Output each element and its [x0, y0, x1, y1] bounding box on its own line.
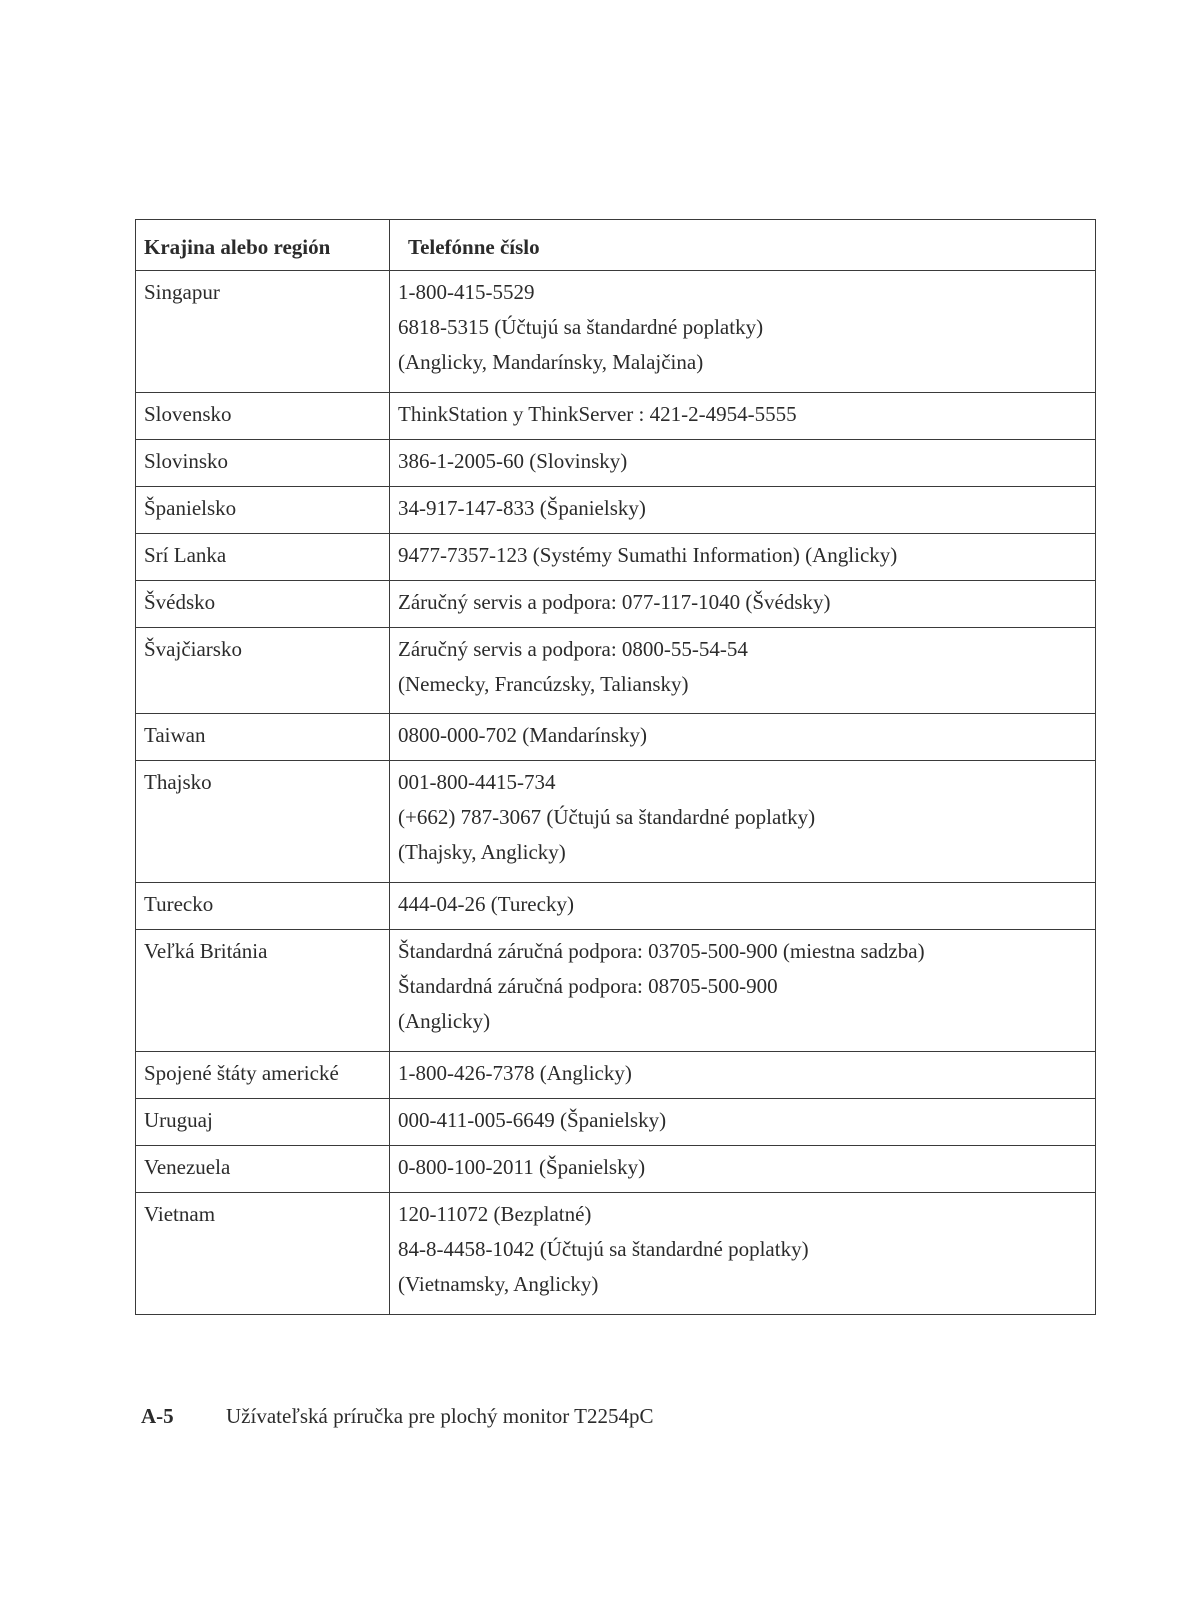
country-cell: [136, 581, 390, 628]
phone-line: (Anglicky, Mandarínsky, Malajčina): [398, 350, 704, 374]
country-name: Švédsko: [144, 590, 216, 614]
phone-line: (+662) 787-3067 (Účtujú sa štandardné poplatky): [398, 805, 816, 829]
table-row: [136, 714, 1096, 761]
country-name: Spojené štáty americké: [144, 1061, 339, 1085]
country-name: Slovinsko: [144, 449, 229, 473]
country-name: Vietnam: [144, 1202, 216, 1226]
phone-line: 6818-5315 (Účtujú sa štandardné poplatky): [398, 315, 764, 339]
phone-cell: [390, 628, 1096, 714]
phone-line: 000-411-005-6649 (Španielsky): [398, 1108, 667, 1132]
phone-line: 001-800-4415-734: [398, 770, 556, 794]
phone-line: 0800-000-702 (Mandarínsky): [398, 723, 648, 747]
country-cell: [136, 487, 390, 534]
country-cell: [136, 393, 390, 440]
country-name: Srí Lanka: [144, 543, 227, 567]
phone-cell: [390, 581, 1096, 628]
country-name: Venezuela: [144, 1155, 231, 1179]
country-cell: [136, 440, 390, 487]
phone-cell: [390, 930, 1096, 1052]
country-cell: [136, 271, 390, 393]
table-row: [136, 761, 1096, 883]
phone-line: Záručný servis a podpora: 077-117-1040 (Švédsky): [398, 590, 831, 614]
phone-line: (Thajsky, Anglicky): [398, 840, 566, 864]
table-row: [136, 487, 1096, 534]
country-name: Slovensko: [144, 402, 232, 426]
phone-cell: [390, 487, 1096, 534]
table-row: [136, 440, 1096, 487]
page-number: A-5: [141, 1404, 174, 1428]
country-name: Taiwan: [144, 723, 206, 747]
phone-cell: [390, 883, 1096, 930]
phone-line: 9477-7357-123 (Systémy Sumathi Information) (Anglicky): [398, 543, 898, 567]
table-row: [136, 1052, 1096, 1099]
page-footer: [141, 1404, 653, 1429]
country-name: Singapur: [144, 280, 220, 304]
phone-line: 34-917-147-833 (Španielsky): [398, 496, 646, 520]
country-cell: [136, 714, 390, 761]
phone-line: Štandardná záručná podpora: 08705-500-900: [398, 974, 778, 998]
phone-cell: [390, 1052, 1096, 1099]
phone-cell: [390, 534, 1096, 581]
country-cell: [136, 534, 390, 581]
phone-line: 84-8-4458-1042 (Účtujú sa štandardné poplatky): [398, 1237, 809, 1261]
table-row: [136, 883, 1096, 930]
country-cell: [136, 1099, 390, 1146]
phone-line: Záručný servis a podpora: 0800-55-54-54: [398, 637, 748, 661]
country-name: Švajčiarsko: [144, 637, 242, 661]
table-row: [136, 930, 1096, 1052]
country-name: Španielsko: [144, 496, 237, 520]
table-body: [136, 271, 1096, 1315]
header-country: Krajina alebo región: [136, 220, 390, 271]
country-cell: [136, 1146, 390, 1193]
country-cell: [136, 628, 390, 714]
phone-line: (Nemecky, Francúzsky, Taliansky): [398, 672, 689, 696]
phone-cell: [390, 1193, 1096, 1315]
country-cell: [136, 761, 390, 883]
header-phone: Telefónne číslo: [390, 220, 1096, 271]
phone-line: (Anglicky): [398, 1009, 491, 1033]
phone-cell: [390, 1099, 1096, 1146]
phone-line: Štandardná záručná podpora: 03705-500-900 (miestna sadzba): [398, 939, 925, 963]
phone-line: (Vietnamsky, Anglicky): [398, 1272, 599, 1296]
country-cell: [136, 1193, 390, 1315]
phone-line: 1-800-426-7378 (Anglicky): [398, 1061, 632, 1085]
table-row: [136, 628, 1096, 714]
table-row: [136, 581, 1096, 628]
phone-cell: [390, 761, 1096, 883]
country-cell: [136, 883, 390, 930]
table-row: [136, 393, 1096, 440]
table-row: [136, 1146, 1096, 1193]
table-row: [136, 1193, 1096, 1315]
phone-cell: [390, 440, 1096, 487]
support-phone-table: [135, 219, 1096, 1315]
table-row: [136, 1099, 1096, 1146]
country-name: Uruguaj: [144, 1108, 213, 1132]
country-name: Turecko: [144, 892, 214, 916]
document-title: Užívateľská príručka pre plochý monitor T2254pC: [226, 1404, 654, 1428]
table-row: [136, 534, 1096, 581]
country-cell: [136, 1052, 390, 1099]
phone-cell: [390, 393, 1096, 440]
table-row: [136, 271, 1096, 393]
phone-line: 444-04-26 (Turecky): [398, 892, 574, 916]
phone-line: ThinkStation y ThinkServer : 421-2-4954-5555: [398, 402, 797, 426]
phone-cell: [390, 271, 1096, 393]
phone-cell: [390, 714, 1096, 761]
phone-cell: [390, 1146, 1096, 1193]
country-name: Thajsko: [144, 770, 212, 794]
table-header-row: [136, 220, 1096, 271]
country-name: Veľká Británia: [144, 939, 268, 963]
phone-line: 1-800-415-5529: [398, 280, 535, 304]
phone-line: 0-800-100-2011 (Španielsky): [398, 1155, 646, 1179]
phone-line: 386-1-2005-60 (Slovinsky): [398, 449, 628, 473]
phone-line: 120-11072 (Bezplatné): [398, 1202, 592, 1226]
country-cell: [136, 930, 390, 1052]
